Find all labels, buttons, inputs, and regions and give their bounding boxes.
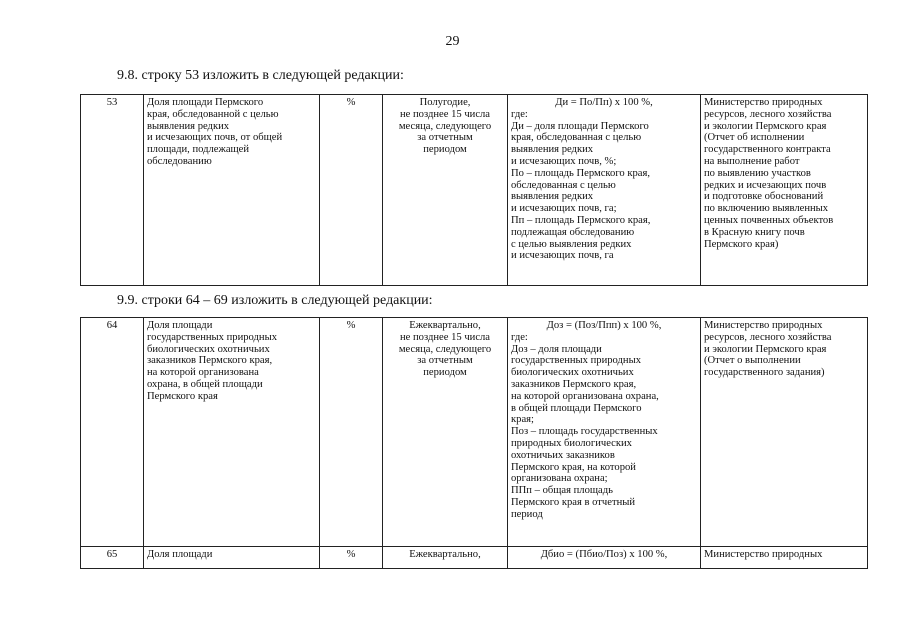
data-source: Министерство природных <box>701 547 868 569</box>
indicator-table-rows-64-69 <box>80 317 868 569</box>
row-number: 53 <box>81 95 144 286</box>
calculation-method <box>508 318 701 547</box>
calculation-method <box>508 547 701 569</box>
data-source: Министерство природных ресурсов, лесного хозяйства и экологии Пермского края (Отчет о выполнении государственного задания) <box>701 318 868 547</box>
unit-of-measure: % <box>320 547 383 569</box>
formula: Дбио = (Пбио/Поз) х 100 %, <box>540 549 668 560</box>
indicator-name: Доля площади Пермского края, обследованной с целью выявления редких и исчезающих почв, от общей площади, подлежащей обследованию <box>144 95 320 286</box>
indicator-name: Доля площади <box>144 547 320 569</box>
reporting-period: Полугодие, не позднее 15 числа месяца, следующего за отчетным периодом <box>383 95 508 286</box>
reporting-period: Ежеквартально, не позднее 15 числа месяца, следующего за отчетным периодом <box>383 318 508 547</box>
row-number: 65 <box>81 547 144 569</box>
section-heading-9-9: 9.9. строки 64 – 69 изложить в следующей редакции: <box>117 293 433 308</box>
data-source: Министерство природных ресурсов, лесного хозяйства и экологии Пермского края (Отчет об исполнении государственного контракта на выполнение работ по выявлению участков редких и исчезающих почв и подготовке обоснований по включению выявленных ценных почвенных объектов в Красную книгу почв Пермского края) <box>701 95 868 286</box>
formula: Ди = По/Пп) х 100 %, <box>555 97 653 108</box>
indicator-table-row-53 <box>80 94 868 286</box>
table-row <box>81 547 868 569</box>
formula: Доз = (Поз/Ппп) х 100 %, <box>546 320 662 331</box>
unit-of-measure: % <box>320 95 383 286</box>
reporting-period: Ежеквартально, <box>383 547 508 569</box>
indicator-name: Доля площади государственных природных биологических охотничьих заказников Пермского края, на которой организована охрана, в общей площади Пермского края <box>144 318 320 547</box>
table-row <box>81 95 868 286</box>
formula-explanation: где: Доз – доля площади государственных природных биологических охотничьих заказников Пермского края, на которой организована охрана, в общей площади Пермского края; Поз – площадь государственных природных биологических охотничьих заказников Пермского края, на которой организована охрана; ППп – общая площадь Пермского края в отчетный период <box>511 331 659 520</box>
calculation-method <box>508 95 701 286</box>
unit-of-measure: % <box>320 318 383 547</box>
formula-explanation: где: Ди – доля площади Пермского края, обследованная с целью выявления редких и исчезающих почв, %; По – площадь Пермского края, обследованная с целью выявления редких и исчезающих почв, га; Пп – площадь Пермского края, подлежащая обследованию с целью выявления редких и исчезающих почв, га <box>511 108 651 262</box>
table-row <box>81 318 868 547</box>
page-number: 29 <box>445 34 460 49</box>
row-number: 64 <box>81 318 144 547</box>
section-heading-9-8: 9.8. строку 53 изложить в следующей редакции: <box>117 68 404 83</box>
